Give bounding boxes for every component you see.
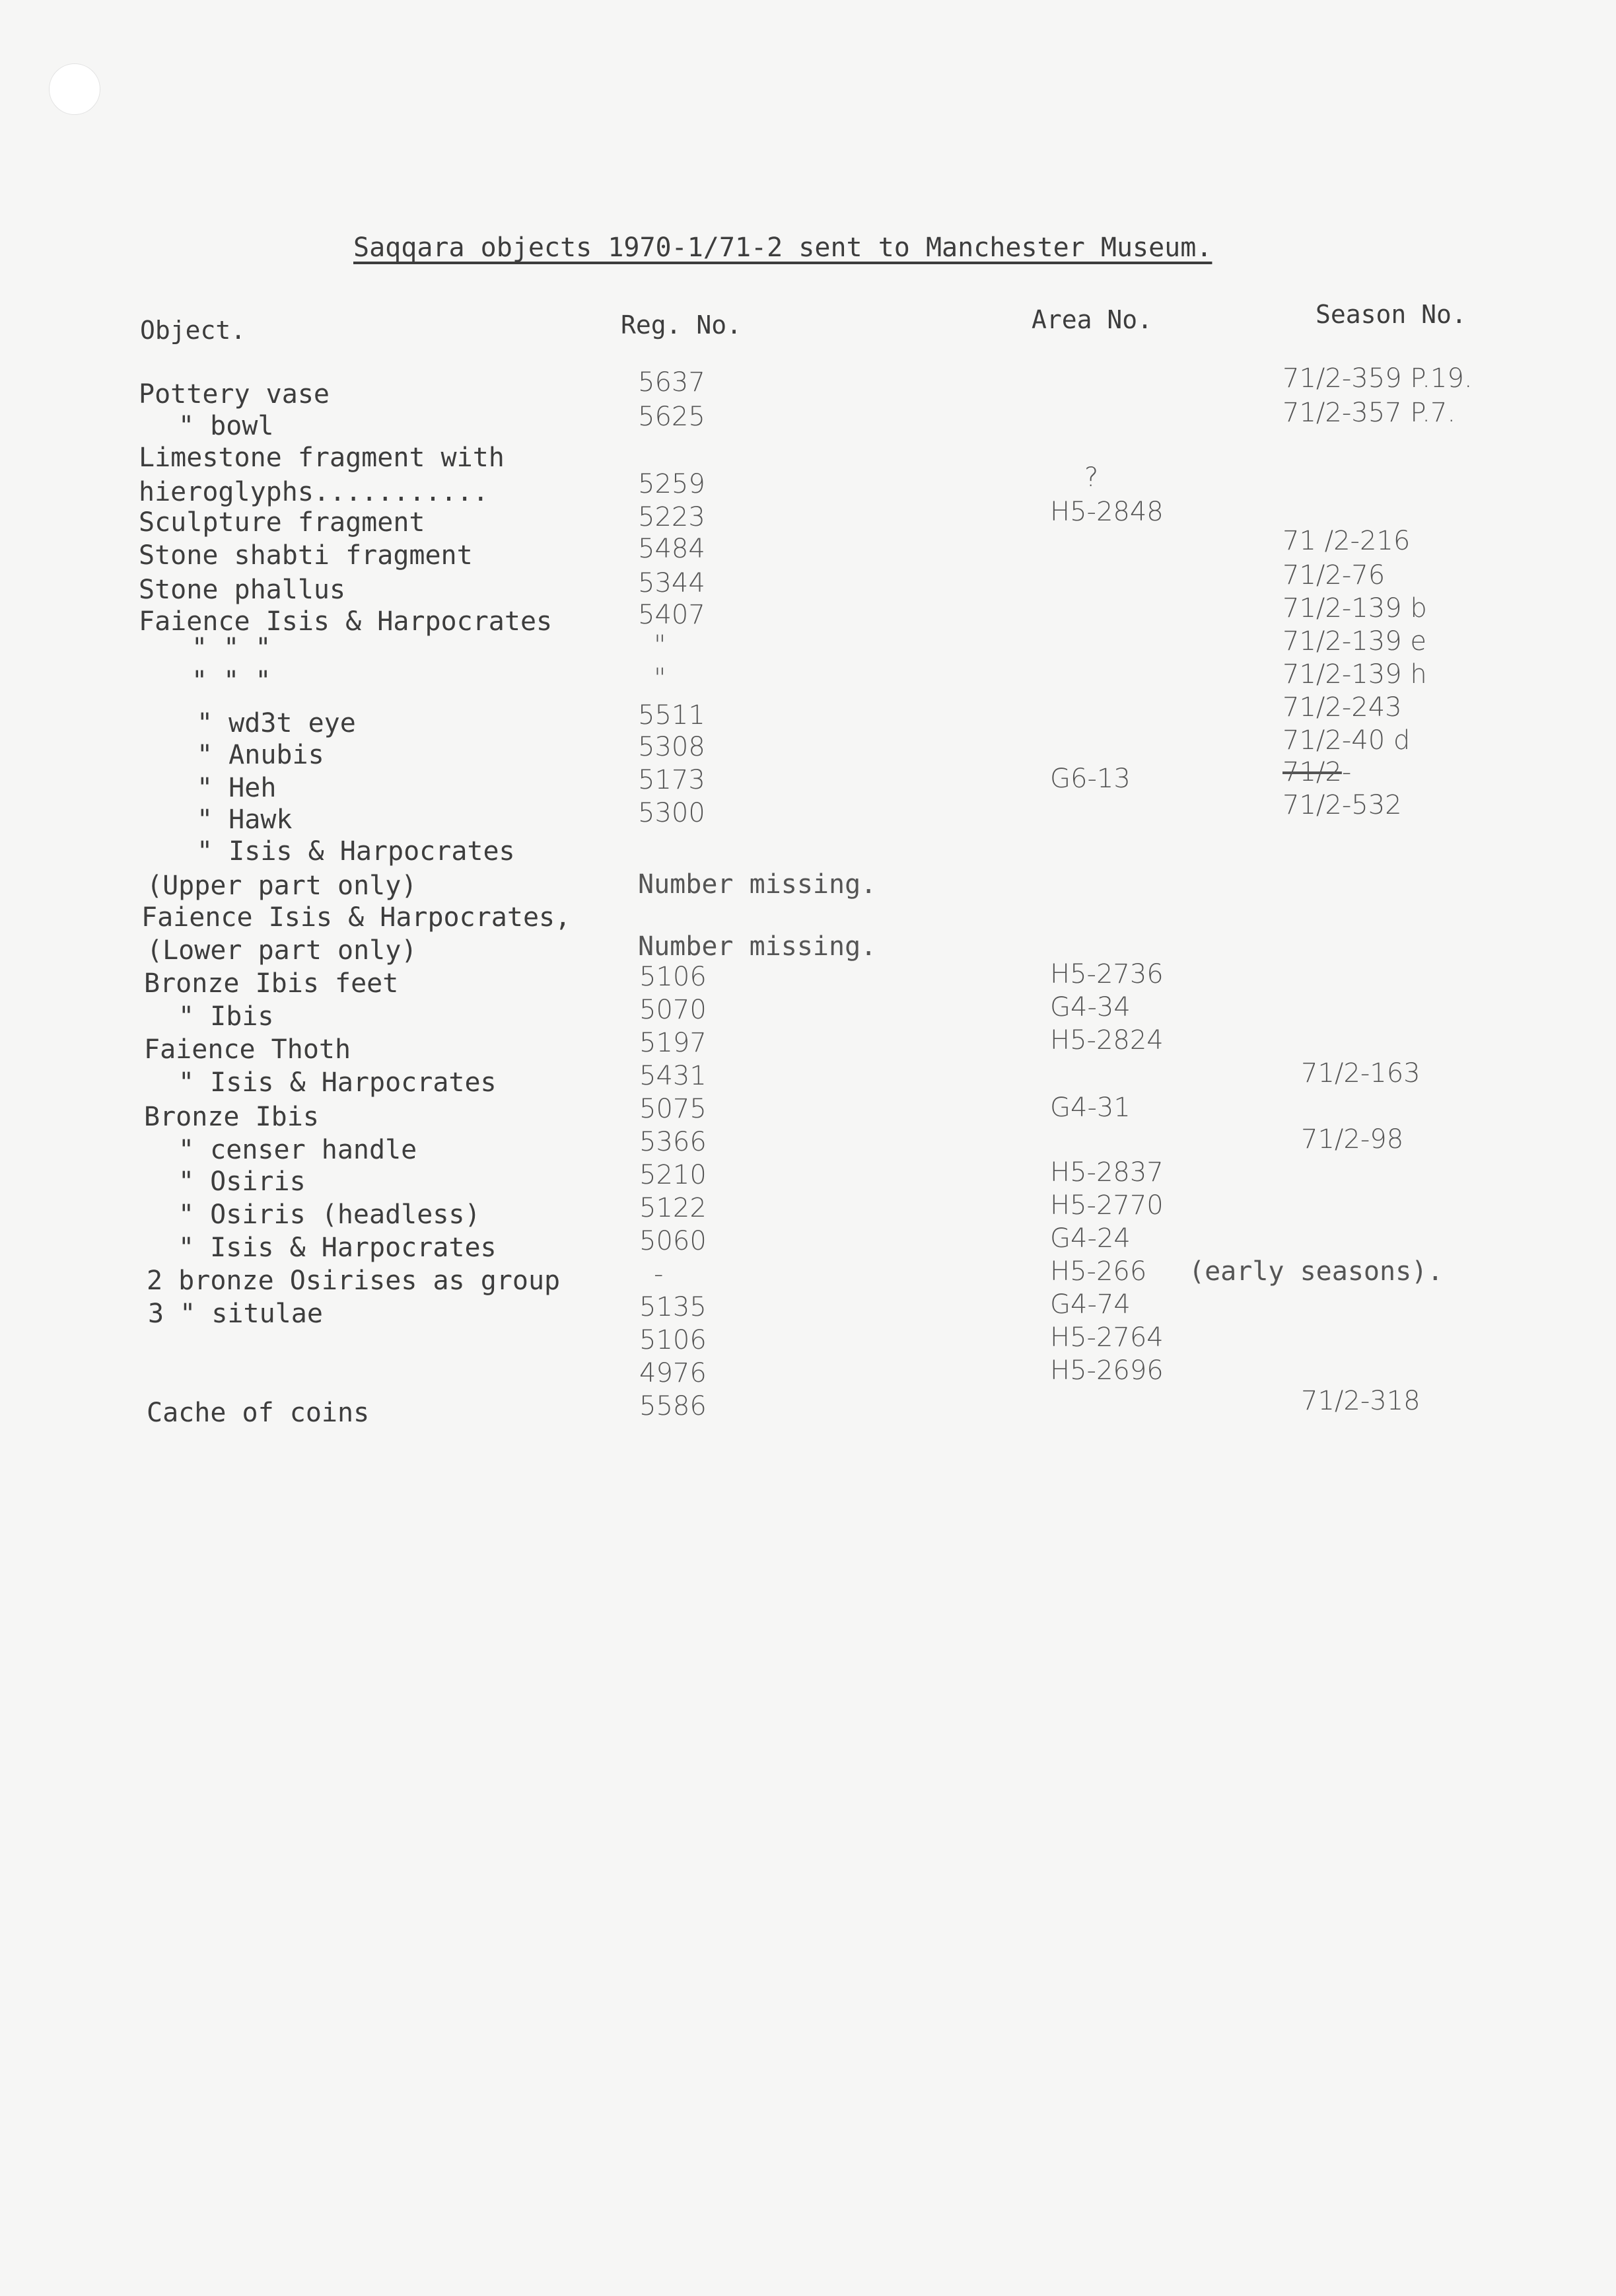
area-number: H5-2736: [1050, 959, 1164, 989]
object-line: " Isis & Harpocrates: [178, 1067, 497, 1098]
area-number: H5-2824: [1050, 1025, 1164, 1056]
object-line: " Isis & Harpocrates: [197, 836, 515, 867]
object-line: Pottery vase: [139, 379, 330, 410]
reg-number: 5106: [639, 962, 707, 992]
area-number: H5-2848: [1050, 497, 1164, 527]
object-line: Stone phallus: [139, 575, 346, 605]
season-number: 71/2-163: [1301, 1058, 1421, 1089]
object-line: " " ": [192, 633, 271, 663]
area-number: H5-2770: [1050, 1190, 1164, 1221]
reg-number: 5366: [639, 1127, 707, 1157]
reg-number: 5308: [638, 732, 705, 762]
reg-number: ": [654, 630, 666, 661]
reg-number: 5075: [639, 1094, 707, 1124]
reg-number: -: [654, 1259, 664, 1289]
object-line: " Osiris (headless): [178, 1200, 481, 1230]
header-reg-no: Reg. No.: [621, 310, 742, 340]
object-line: Cache of coins: [147, 1398, 370, 1428]
reg-number: Number missing.: [638, 931, 877, 962]
reg-number: 5625: [638, 402, 705, 432]
reg-number: 5259: [638, 469, 705, 499]
reg-number: 5173: [638, 765, 705, 795]
reg-number: 5135: [639, 1292, 707, 1322]
reg-number: 5197: [639, 1028, 707, 1058]
reg-number: 4976: [639, 1358, 707, 1388]
punch-hole: [49, 63, 100, 115]
reg-number: ": [654, 663, 666, 694]
reg-number: 5586: [639, 1391, 707, 1421]
reg-number: 5637: [638, 367, 705, 398]
object-line: Sculpture fragment: [139, 507, 425, 538]
season-number: 71/2-139 e: [1282, 626, 1426, 657]
object-line: Faience Isis & Harpocrates: [139, 606, 553, 637]
object-line: " Osiris: [178, 1166, 306, 1197]
reg-number: 5407: [638, 600, 705, 630]
object-line: Faience Thoth: [144, 1034, 351, 1065]
object-line: " censer handle: [178, 1135, 417, 1165]
season-number: -: [1341, 757, 1352, 787]
reg-number: 5106: [639, 1325, 707, 1355]
struck-out-text: 71/2: [1282, 757, 1342, 787]
document-title: Saqqara objects 1970-1/71-2 sent to Manchester Museum.: [353, 233, 1212, 263]
reg-number: Number missing.: [638, 869, 877, 900]
reg-number: 5210: [639, 1160, 707, 1190]
area-number: G4-34: [1050, 992, 1131, 1022]
reg-number: 5511: [638, 700, 705, 731]
object-line: " Anubis: [197, 740, 324, 770]
header-area-no: Area No.: [1032, 305, 1153, 334]
object-line: Stone shabti fragment: [139, 540, 473, 571]
object-line: hieroglyphs...........: [139, 477, 489, 507]
object-line: " " ": [192, 666, 271, 696]
area-number: H5-2764: [1050, 1322, 1164, 1353]
season-number-corrected: [1282, 757, 1351, 787]
object-line: " bowl: [178, 411, 274, 441]
season-number: 71/2-139 h: [1282, 659, 1427, 690]
area-number: H5-2837: [1050, 1157, 1164, 1188]
reg-number: 5300: [638, 798, 705, 828]
reg-number: 5223: [638, 502, 705, 532]
area-number: G4-24: [1050, 1223, 1131, 1254]
area-number: ?: [1084, 462, 1099, 493]
object-line: " wd3t eye: [197, 708, 356, 738]
season-number: 71/2-532: [1282, 790, 1402, 820]
season-number: 71/2-98: [1301, 1124, 1404, 1155]
object-line: " Heh: [197, 773, 277, 803]
object-line: 3 " situlae: [148, 1299, 323, 1329]
season-number: 71/2-139 b: [1282, 593, 1427, 624]
reg-number: 5484: [638, 534, 705, 564]
season-number: 71/2-40 d: [1282, 725, 1411, 756]
object-line: 2 bronze Osirises as group: [147, 1266, 561, 1296]
area-number: G6-13: [1050, 764, 1131, 794]
season-number: 71/2-318: [1301, 1386, 1421, 1416]
object-line: (Upper part only): [147, 871, 417, 901]
object-line: (Lower part only): [147, 935, 417, 966]
object-line: Bronze Ibis: [144, 1102, 319, 1132]
object-line: " Hawk: [197, 805, 293, 835]
header-object: Object.: [140, 316, 246, 345]
reg-number: 5060: [639, 1226, 707, 1256]
area-number: G4-74: [1050, 1289, 1131, 1320]
reg-number: 5344: [638, 568, 705, 598]
early-seasons-note: (early seasons).: [1189, 1256, 1444, 1287]
area-number: H5-266: [1050, 1256, 1147, 1287]
season-number: 71/2-76: [1282, 560, 1386, 591]
object-line: Limestone fragment with: [139, 443, 505, 473]
reg-number: 5122: [639, 1193, 707, 1223]
season-number: 71/2-243: [1282, 692, 1402, 723]
area-number: H5-2696: [1050, 1355, 1164, 1386]
reg-number: 5070: [639, 995, 707, 1025]
season-number: 71/2-359 P.19.: [1282, 363, 1473, 394]
season-number: 71/2-357 P.7.: [1282, 398, 1456, 428]
object-line: Bronze Ibis feet: [144, 968, 399, 999]
object-line: Faience Isis & Harpocrates,: [141, 902, 571, 933]
object-line: " Isis & Harpocrates: [178, 1233, 497, 1263]
reg-number: 5431: [639, 1061, 707, 1091]
season-number: 71 /2-216: [1282, 526, 1411, 556]
header-season-no: Season No.: [1316, 300, 1467, 329]
object-line: " Ibis: [178, 1001, 274, 1032]
area-number: G4-31: [1050, 1093, 1131, 1123]
